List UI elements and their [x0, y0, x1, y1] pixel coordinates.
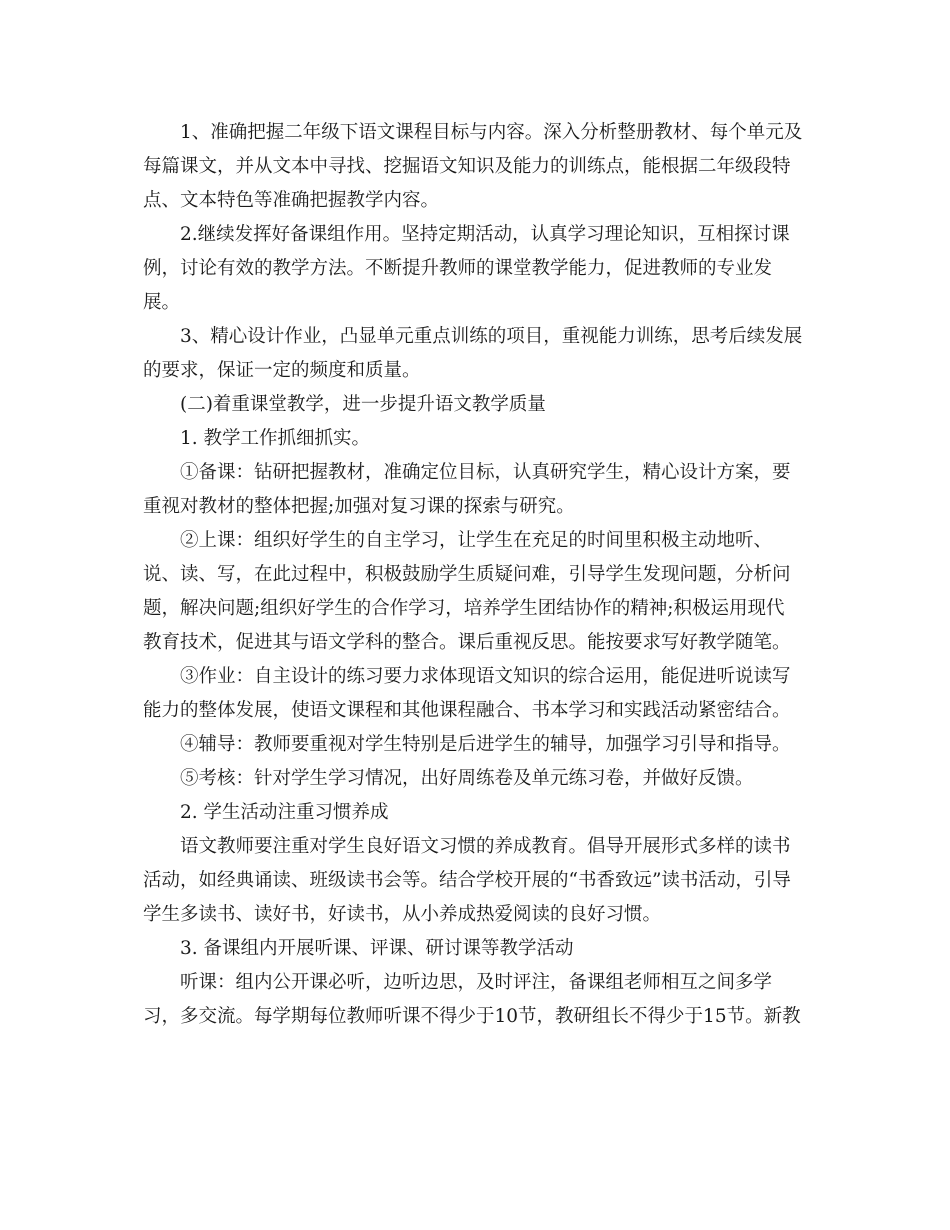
paragraph-line: 题，解决问题;组织好学生的合作学习，培养学生团结协作的精神;积极运用现代 — [143, 598, 785, 619]
paragraph-line: 学生多读书、读好书，好读书，从小养成热爱阅读的良好习惯。 — [143, 904, 662, 925]
paragraph-line: ④辅导：教师要重视对学生特别是后进学生的辅导，加强学习引导和指导。 — [180, 734, 791, 755]
paragraph-line: 听课：组内公开课必听，边听边思，及时评注，备课组老师相互之间多学 — [180, 972, 773, 993]
subsection-heading: 2. 学生活动注重习惯养成 — [180, 802, 389, 823]
paragraph-line: 语文教师要注重对学生良好语文习惯的养成教育。倡导开展形式多样的读书 — [180, 836, 791, 857]
paragraph-line: 3、精心设计作业，凸显单元重点训练的项目，重视能力训练，思考后续发展 — [180, 326, 803, 347]
document-body — [143, 116, 833, 1034]
paragraph-line: 2.继续发挥好备课组作用。坚持定期活动，认真学习理论知识，互相探讨课 — [180, 224, 790, 245]
subsection-heading: 1. 教学工作抓细抓实。 — [180, 428, 371, 449]
section-heading: (二)着重课堂教学，进一步提升语文教学质量 — [180, 394, 546, 415]
paragraph-line: 1、准确把握二年级下语文课程目标与内容。深入分析整册教材、每个单元及 — [180, 122, 803, 143]
paragraph-line: 说、读、写，在此过程中，积极鼓励学生质疑问难，引导学生发现问题，分析问 — [143, 564, 791, 585]
paragraph-line: 展。 — [143, 292, 181, 313]
paragraph-line: 活动，如经典诵读、班级读书会等。结合学校开展的“书香致远”读书活动，引导 — [143, 870, 791, 891]
paragraph-line: ①备课：钻研把握教材，准确定位目标，认真研究学生，精心设计方案，要 — [180, 462, 791, 483]
paragraph-line: ③作业：自主设计的练习要力求体现语文知识的综合运用，能促进听说读写 — [180, 666, 791, 687]
subsection-heading: 3. 备课组内开展听课、评课、研讨课等教学活动 — [180, 938, 574, 959]
paragraph-line: ②上课：组织好学生的自主学习，让学生在充足的时间里积极主动地听、 — [180, 530, 773, 551]
paragraph-line: 重视对教材的整体把握;加强对复习课的探索与研究。 — [143, 496, 575, 517]
paragraph-line: ⑤考核：针对学生学习情况，出好周练卷及单元练习卷，并做好反馈。 — [180, 768, 754, 789]
paragraph-line: 例，讨论有效的教学方法。不断提升教师的课堂教学能力，促进教师的专业发 — [143, 258, 773, 279]
paragraph-line: 点、文本特色等准确把握教学内容。 — [143, 190, 440, 211]
paragraph-line: 习，多交流。每学期每位教师听课不得少于10节，教研组长不得少于15节。新教 — [143, 1006, 801, 1027]
paragraph-line: 每篇课文，并从文本中寻找、挖掘语文知识及能力的训练点，能根据二年级段特 — [143, 156, 791, 177]
paragraph-line: 能力的整体发展，使语文课程和其他课程融合、书本学习和实践活动紧密结合。 — [143, 700, 791, 721]
paragraph-line: 教育技术，促进其与语文学科的整合。课后重视反思。能按要求写好教学随笔。 — [143, 632, 791, 653]
paragraph-line: 的要求，保证一定的频度和质量。 — [143, 360, 421, 381]
